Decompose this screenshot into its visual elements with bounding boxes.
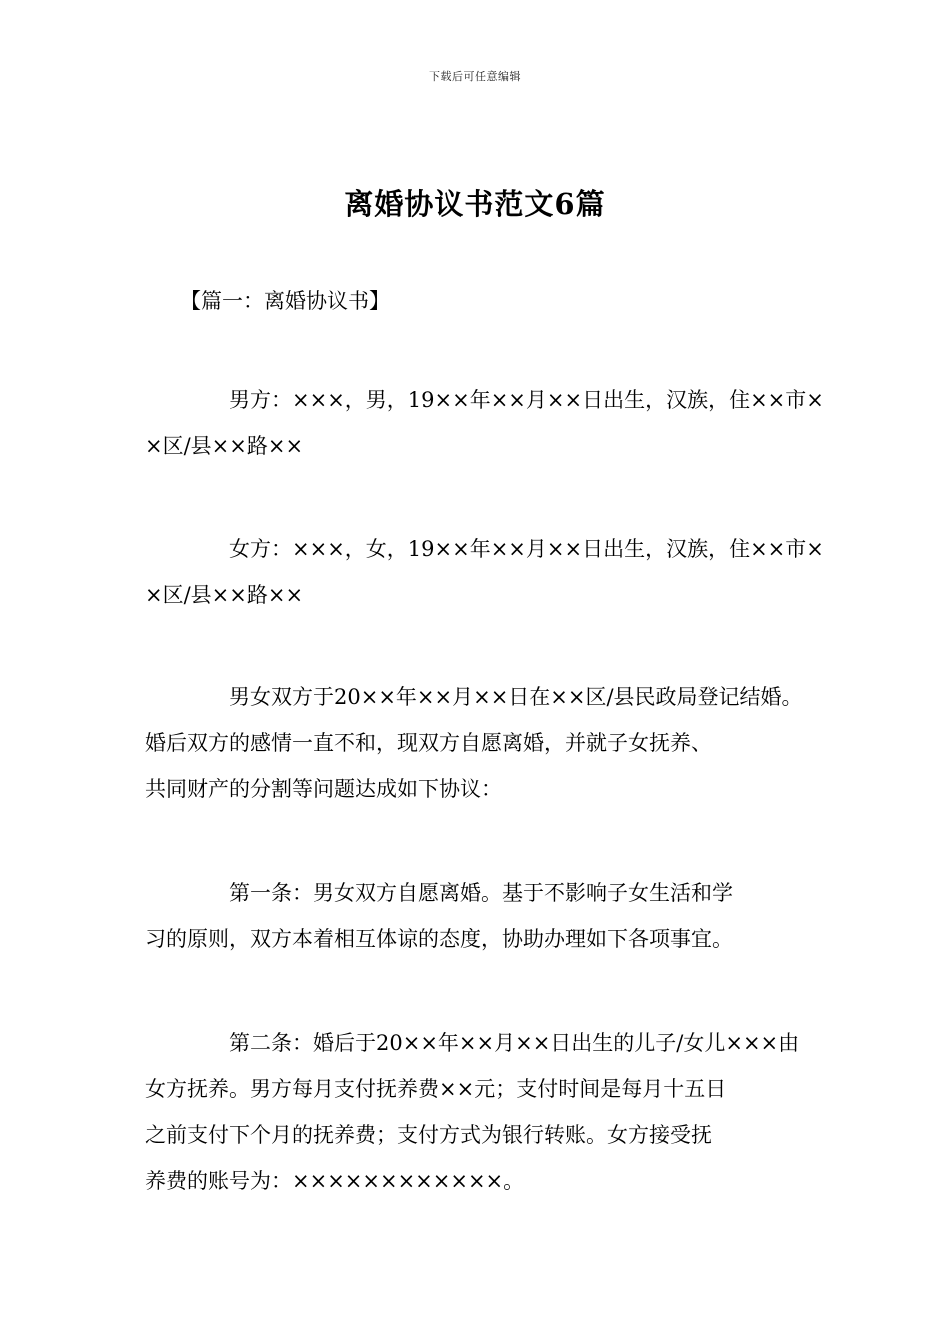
document-title: 离婚协议书范文6篇 [344, 187, 606, 221]
paragraph-article-one [145, 870, 815, 962]
paragraph-line: 习的原则，双方本着相互体谅的态度，协助办理如下各项事宜。 [145, 927, 733, 951]
paragraph-line: ×区/县××路×× [145, 434, 304, 458]
paragraph-line: 第一条：男女双方自愿离婚。基于不影响子女生活和学 [229, 881, 733, 905]
paragraph-line: 女方抚养。男方每月支付抚养费××元；支付时间是每月十五日 [145, 1077, 727, 1101]
paragraph-line: 共同财产的分割等问题达成如下协议： [145, 777, 502, 801]
paragraph-line: ×区/县××路×× [145, 583, 304, 607]
paragraph-line: 之前支付下个月的抚养费；支付方式为银行转账。女方接受抚 [145, 1123, 712, 1147]
section-heading: 【篇一：离婚协议书】 [180, 289, 390, 313]
paragraph-line: 男方：×××，男，19××年××月××日出生，汉族，住××市× [229, 388, 824, 412]
page-header: 下载后可任意编辑 [429, 70, 521, 83]
paragraph-line: 女方：×××，女，19××年××月××日出生，汉族，住××市× [229, 537, 824, 561]
paragraph-marriage-statement [145, 674, 815, 812]
paragraph-line: 第二条：婚后于20××年××月××日出生的儿子/女儿×××由 [229, 1031, 800, 1055]
paragraph-line: 婚后双方的感情一直不和，现双方自愿离婚，并就子女抚养、 [145, 731, 712, 755]
paragraph-male-party [145, 377, 824, 469]
paragraph-article-two [145, 1020, 815, 1204]
paragraph-female-party [145, 526, 824, 618]
paragraph-line: 养费的账号为：××××××××××××。 [145, 1169, 525, 1193]
paragraph-line: 男女双方于20××年××月××日在××区/县民政局登记结婚。 [229, 685, 803, 709]
